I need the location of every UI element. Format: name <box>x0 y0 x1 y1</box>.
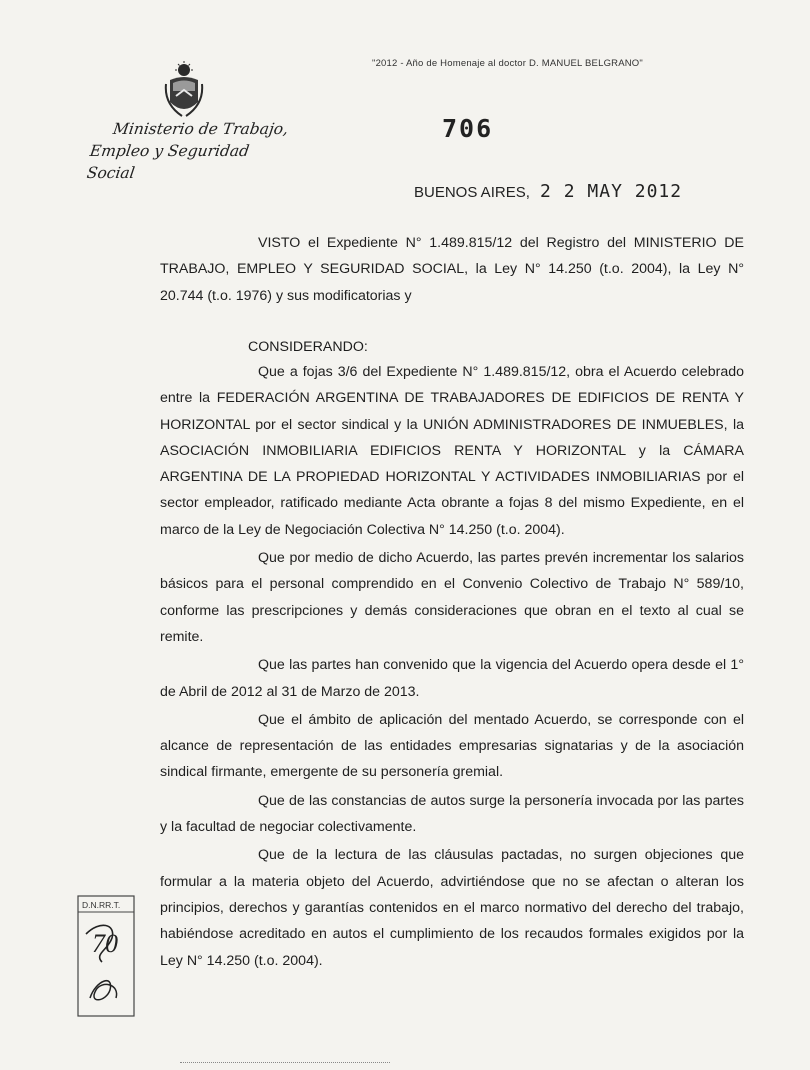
paragraph: Que de la lectura de las cláusulas pactadas, no surgen objeciones que formular a la materia objeto del Acuerdo, advirtiéndose que no se afectan o alteran los principios, derechos y garantías contenidos en el marco normativo del derecho del trabajo, habiéndose acreditado en autos el cumplimiento de los recaudos formales exigidos por la Ley N° 14.250 (t.o. 2004). <box>160 847 744 969</box>
stamp-folio: 70 <box>92 929 118 958</box>
paragraph: Que a fojas 3/6 del Expediente N° 1.489.815/12, obra el Acuerdo celebrado entre la FEDERACIÓN ARGENTINA DE TRABAJADORES DE EDIFICIOS DE RENTA Y HORIZONTAL por el sector sindical y la UNIÓN ADMINISTRADORES DE INMUEBLES, la ASOCIACIÓN INMOBILIARIA EDIFICIOS RENTA Y HORIZONTAL y la CÁMARA ARGENTINA DE LA PROPIEDAD HORIZONTAL Y ACTIVIDADES INMOBILIARIAS por el sector empleador, ratificado mediante Acta obrante a fojas 8 del mismo Expediente, en el marco de la Ley de Negociación Colectiva N° 14.250 (t.o. 2004). <box>160 364 744 538</box>
ministry-letterhead <box>85 118 304 184</box>
stamp-label: D.N.RR.T. <box>82 900 121 910</box>
considerando-body <box>160 359 744 974</box>
city-label: BUENOS AIRES, <box>414 184 530 201</box>
visto-paragraph: VISTO el Expediente N° 1.489.815/12 del Registro del MINISTERIO DE TRABAJO, EMPLEO Y SEGURIDAD SOCIAL, la Ley N° 14.250 (t.o. 2004), la Ley N° 20.744 (t.o. 1976) y sus modificatorias y <box>160 235 744 304</box>
considerando-heading: CONSIDERANDO: <box>248 339 368 355</box>
visto-block <box>160 230 744 309</box>
city-date <box>414 181 682 202</box>
page-bottom-rule <box>180 1062 390 1064</box>
coat-of-arms-icon <box>164 60 204 120</box>
paragraph: Que el ámbito de aplicación del mentado Acuerdo, se corresponde con el alcance de representación de las entidades empresarias signatarias y de la asociación sindical firmante, emergente de su personería gremial. <box>160 711 744 781</box>
paragraph: Que de las constancias de autos surge la personería invocada por las partes y la facultad de negociar colectivamente. <box>160 792 744 836</box>
ministry-line-2: Empleo y Seguridad Social <box>85 142 251 182</box>
ministry-line-1: Ministerio de Trabajo, <box>111 120 290 138</box>
paragraph: Que las partes han convenido que la vigencia del Acuerdo opera desde el 1° de Abril de 2012 al 31 de Marzo de 2013. <box>160 657 744 700</box>
signature-scribble <box>90 981 117 1000</box>
folio-stamp <box>76 894 138 1024</box>
resolution-number: 706 <box>442 114 494 143</box>
year-motto: "2012 - Año de Homenaje al doctor D. MANUEL BELGRANO" <box>372 58 643 69</box>
date-stamp: 2 2 MAY 2012 <box>540 181 683 202</box>
paragraph: Que por medio de dicho Acuerdo, las partes prevén incrementar los salarios básicos para el personal comprendido en el Convenio Colectivo de Trabajo N° 589/10, conforme las prescripciones y demás consideraciones que obran en el texto al cual se remite. <box>160 550 744 645</box>
